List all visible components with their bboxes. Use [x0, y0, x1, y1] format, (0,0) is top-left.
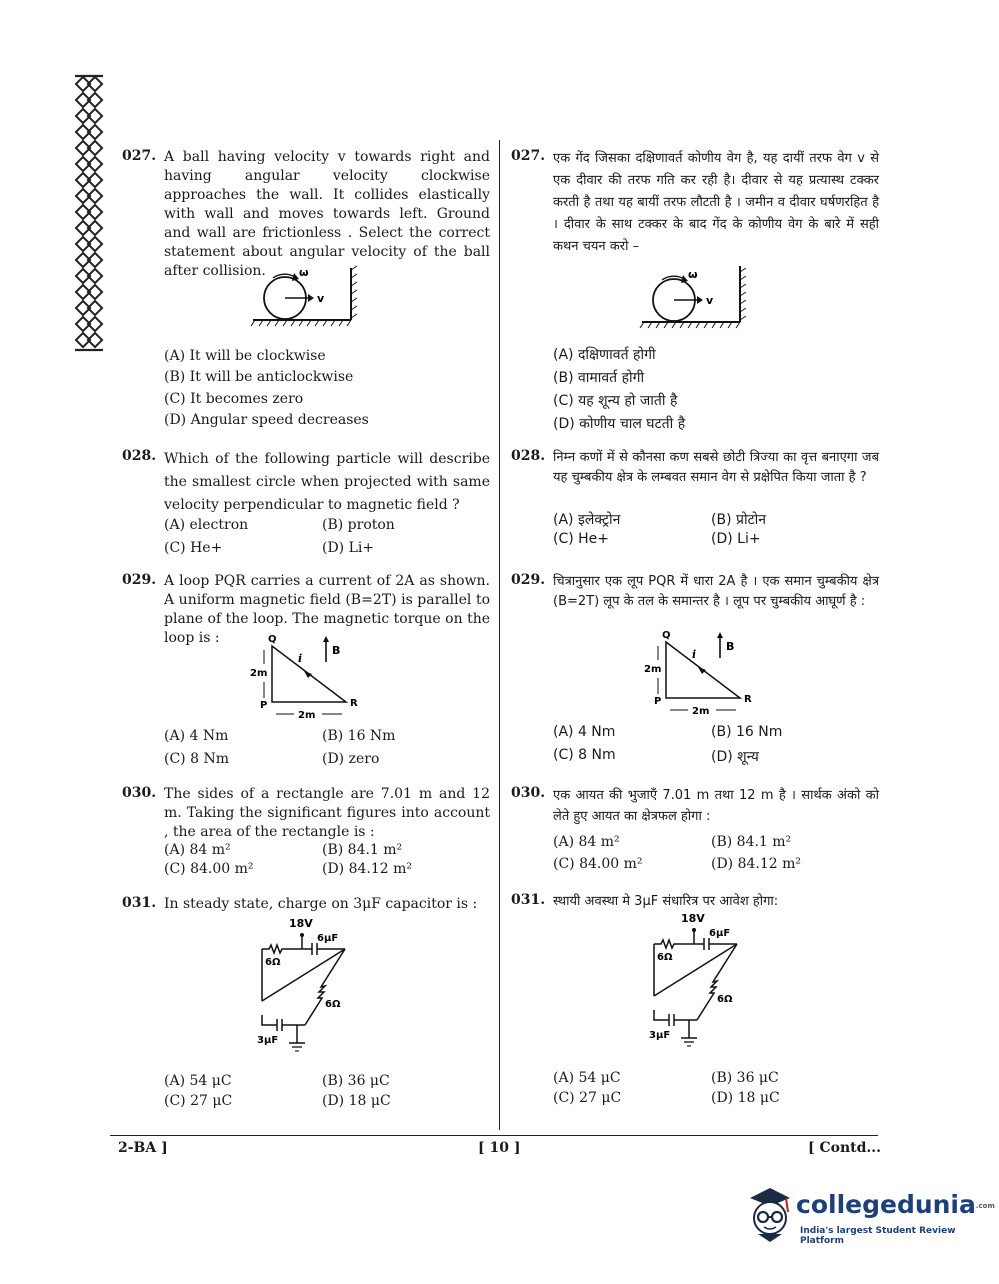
omega-label: ω [688, 268, 698, 281]
option-b: (B) 84.1 m² [322, 842, 403, 858]
question-number: 028. [511, 448, 546, 464]
option-b: (B) 36 μC [711, 1070, 779, 1086]
question-number: 030. [511, 785, 546, 801]
vertex-r-label: R [744, 694, 752, 705]
option-b: (B) proton [322, 517, 395, 533]
question-number: 029. [122, 572, 157, 588]
question-31-hi [511, 892, 883, 1112]
logo-tld: .com [975, 1202, 995, 1210]
option-c: (C) 84.00 m² [553, 856, 643, 872]
option-c: (C) It becomes zero [164, 391, 304, 407]
question-text: स्थायी अवस्था मे 3μF संधारित्र पर आवेश होगा: [553, 894, 779, 909]
question-27-en [122, 148, 494, 438]
option-d: (D) शून्य [711, 749, 759, 765]
resistor-6ohm-label-1: 6Ω [265, 957, 281, 968]
resistor-6ohm-label-1: 6Ω [657, 952, 673, 963]
question-29-hi [511, 572, 883, 772]
option-d: (D) कोणीय चाल घटती है [553, 416, 686, 432]
question-text: The sides of a rectangle are 7.01 m and 12 m. Taking the significant figures into account , the area of the rectangle is : [164, 786, 490, 840]
mascot-icon [740, 1184, 796, 1244]
velocity-label: v [706, 294, 714, 307]
question-number: 031. [122, 895, 157, 911]
option-c: (C) 8 Nm [553, 747, 616, 763]
velocity-label: v [317, 292, 325, 305]
question-text: A ball having velocity v towards right and having angular velocity clockwise approaches the wall. It collides elastically with wall and moves towards left. Ground and wall are frictionless . Select the correct statement about angular velocity of the ball after collision. [164, 149, 490, 279]
voltage-label: 18V [681, 912, 705, 925]
question-text: A loop PQR carries a current of 2A as shown. A uniform magnetic field (B=2T) is parallel to plane of the loop. The magnetic torque on the loop is : [164, 573, 490, 646]
ball-wall-figure [636, 260, 756, 335]
option-a: (A) इलेक्ट्रोन [553, 512, 621, 528]
logo-wordmark [796, 1190, 995, 1219]
capacitor-6uf-label: 6μF [317, 933, 339, 944]
question-31-en [122, 895, 494, 1115]
option-d: (D) Li+ [711, 531, 761, 547]
option-a: (A) 4 Nm [553, 724, 616, 740]
field-label: B [332, 644, 341, 657]
option-c: (C) यह शून्य हो जाती है [553, 393, 678, 409]
question-number: 028. [122, 448, 157, 464]
field-label: B [726, 640, 735, 653]
question-text: निम्न कणों में से कौनसा कण सबसे छोटी त्रिज्या का वृत्त बनाएगा जब यह चुम्बकीय क्षेत्र के लम्बवत समान वेग से प्रक्षेपित किया जाता है ? [553, 450, 879, 485]
option-d: (D) Li+ [322, 540, 375, 556]
vertex-p-label: P [260, 700, 268, 711]
option-d: (D) 84.12 m² [322, 861, 413, 877]
loop-pqr-figure [636, 628, 766, 718]
loop-pqr-figure [242, 632, 372, 722]
option-a: (A) 4 Nm [164, 728, 229, 744]
ball-wall-figure [247, 258, 367, 333]
vertex-r-label: R [350, 698, 358, 709]
option-d: (D) 18 μC [711, 1090, 780, 1106]
option-a: (A) 84 m² [164, 842, 231, 858]
collegedunia-logo [740, 1180, 995, 1250]
vertex-q-label: Q [268, 634, 277, 645]
capacitor-circuit-figure [639, 910, 759, 1060]
option-a: (A) It will be clockwise [164, 348, 326, 364]
side-label-horizontal: 2m [692, 706, 710, 717]
side-label-horizontal: 2m [298, 710, 316, 721]
option-b: (B) It will be anticlockwise [164, 369, 354, 385]
question-number: 030. [122, 785, 157, 801]
option-b: (B) 16 Nm [322, 728, 396, 744]
option-c: (C) He+ [553, 531, 610, 547]
option-d: (D) 18 μC [322, 1093, 391, 1109]
option-d: (D) zero [322, 751, 380, 767]
capacitor-3uf-label: 3μF [257, 1035, 279, 1046]
capacitor-6uf-label: 6μF [709, 928, 731, 939]
omega-label: ω [299, 266, 309, 279]
side-label-vertical: 2m [644, 664, 662, 675]
question-number: 031. [511, 892, 546, 908]
resistor-6ohm-label-2: 6Ω [325, 999, 341, 1010]
logo-tagline: India's largest Student Review Platform [800, 1226, 956, 1246]
paper-code: 2-BA ] [118, 1140, 168, 1156]
option-a: (A) दक्षिणावर्त होगी [553, 347, 656, 363]
option-c: (C) 84.00 m² [164, 861, 254, 877]
question-28-en [122, 448, 494, 568]
question-text: एक गेंद जिसका दक्षिणावर्त कोणीय वेग है, यह दायीं तरफ वेग v से एक दीवार की तरफ गति कर रही है। दीवार से यह प्रत्यास्थ टक्कर करती है तथा यह बायीं तरफ लौटती है । जमीन व दीवार घर्षणरहित है । दीवार के साथ टक्कर के बाद गेंद के कोणीय वेग के बारे में सही कथन चयन करो – [553, 151, 879, 254]
column-divider [499, 140, 500, 1130]
vertex-q-label: Q [662, 630, 671, 641]
vertex-p-label: P [654, 696, 662, 707]
question-30-hi [511, 785, 883, 885]
question-text: एक आयत की भुजाएँ 7.01 m तथा 12 m है । सार्थक अंको को लेते हुए आयत का क्षेत्रफल होगा : [553, 788, 879, 824]
option-a: (A) 54 μC [164, 1073, 232, 1089]
question-29-en [122, 572, 494, 772]
option-d: (D) Angular speed decreases [164, 412, 369, 428]
question-text: चित्रानुसार एक लूप PQR में धारा 2A है । एक समान चुम्बकीय क्षेत्र (B=2T) लूप के तल के समान्तर है । लूप पर चुम्बकीय आघूर्ण है : [553, 574, 879, 609]
option-b: (B) 16 Nm [711, 724, 783, 740]
question-27-hi [511, 148, 883, 438]
page-number: [ 10 ] [478, 1140, 521, 1156]
option-a: (A) 84 m² [553, 834, 620, 850]
question-number: 027. [122, 148, 157, 164]
option-b: (B) वामावर्त होगी [553, 370, 645, 386]
option-d: (D) 84.12 m² [711, 856, 802, 872]
resistor-6ohm-label-2: 6Ω [717, 994, 733, 1005]
option-b: (B) प्रोटोन [711, 512, 767, 528]
question-text: In steady state, charge on 3μF capacitor is : [164, 896, 478, 912]
question-number: 027. [511, 148, 546, 164]
option-b: (B) 36 μC [322, 1073, 390, 1089]
option-c: (C) 27 μC [553, 1090, 622, 1106]
footer-rule [110, 1135, 878, 1136]
decorative-border-pattern [72, 72, 106, 354]
option-c: (C) 8 Nm [164, 751, 229, 767]
side-label-vertical: 2m [250, 668, 268, 679]
logo-name: collegedunia [796, 1190, 976, 1219]
question-text: Which of the following particle will describe the smallest circle when projected with same velocity perpendicular to magnetic field ? [164, 451, 490, 513]
option-a: (A) electron [164, 517, 249, 533]
option-b: (B) 84.1 m² [711, 834, 792, 850]
voltage-label: 18V [289, 917, 313, 930]
question-30-en [122, 785, 494, 885]
capacitor-3uf-label: 3μF [649, 1030, 671, 1041]
option-a: (A) 54 μC [553, 1070, 621, 1086]
current-label: i [692, 648, 697, 661]
question-28-hi [511, 448, 883, 568]
continued-label: [ Contd... [808, 1140, 882, 1156]
option-c: (C) He+ [164, 540, 223, 556]
option-c: (C) 27 μC [164, 1093, 233, 1109]
question-number: 029. [511, 572, 546, 588]
current-label: i [298, 652, 303, 665]
capacitor-circuit-figure [247, 915, 367, 1065]
